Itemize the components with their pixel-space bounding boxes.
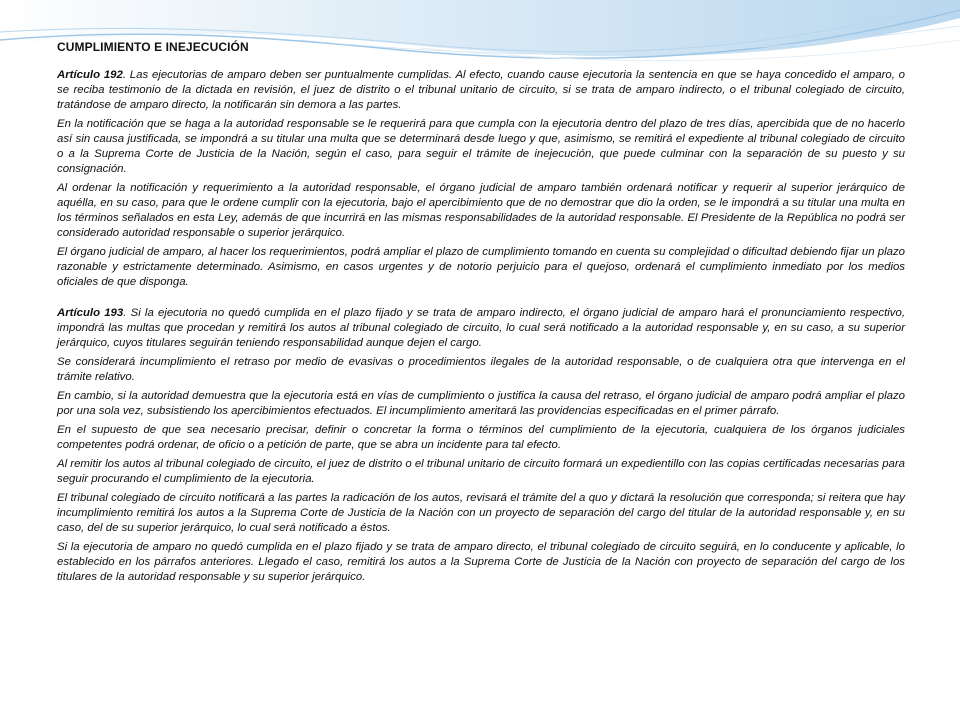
slide-content	[57, 40, 905, 589]
paragraph: En el supuesto de que sea necesario precisar, definir o concretar la forma o términos del cumplimiento de la ejecutoria, cualquiera de los órganos judiciales competentes podrá ordenar, de oficio o a petición de parte, que se abra un incidente para tal efecto.	[57, 424, 905, 451]
paragraph: Se considerará incumplimiento el retraso por medio de evasivas o procedimientos ilegales de la autoridad responsable, o de cualquiera otra que intervenga en el trámite relativo.	[57, 356, 905, 383]
paragraph: El órgano judicial de amparo, al hacer los requerimientos, podrá ampliar el plazo de cumplimiento tomando en cuenta su complejidad o dificultad debiendo fijar un plazo razonable y estrictamente determinado. Asimismo, en casos urgentes y de notorio perjuicio para el quejoso, ordenará el cumplimiento inmediato por los medios oficiales de que disponga.	[57, 246, 905, 288]
section-heading: CUMPLIMIENTO E INEJECUCIÓN	[57, 40, 249, 54]
paragraph: Artículo 193. Si la ejecutoria no quedó cumplida en el plazo fijado y se trata de amparo indirecto, el órgano judicial de amparo hará el pronunciamiento respectivo, impondrá las multas que procedan y remitirá los autos al tribunal colegiado de circuito, lo cual será notificado a la autoridad responsable y, en su caso, a su superior jerárquico, cuyos titulares seguirán teniendo responsabilidad aunque dejen el cargo.	[57, 307, 905, 349]
paragraph: Artículo 192. Las ejecutorias de amparo deben ser puntualmente cumplidas. Al efecto, cuando cause ejecutoria la sentencia en que se haya concedido el amparo, o se reciba testimonio de la dictada en revisión, el juez de distrito o el tribunal unitario de circuito, si se trata de amparo indirecto, o el tribunal colegiado de circuito, tratándose de amparo directo, la notificarán sin demora a las partes.	[57, 69, 906, 111]
paragraph: En la notificación que se haga a la autoridad responsable se le requerirá para que cumpla con la ejecutoria dentro del plazo de tres días, apercibida que de no hacerlo así sin causa justificada, se impondrá a su titular una multa que se determinará desde luego y que, asimismo, se remitirá el expediente al tribunal colegiado de circuito o a la Suprema Corte de Justicia de la Nación, según el caso, para seguir el trámite de inejecución, que puede culminar con la separación de su puesto y su consignación.	[57, 118, 905, 175]
paragraph: Al ordenar la notificación y requerimiento a la autoridad responsable, el órgano judicial de amparo también ordenará notificar y requerir al superior jerárquico de aquélla, en su caso, para que le ordene cumplir con la ejecutoria, bajo el apercibimiento que de no demostrar que dio la orden, se le impondrá a su titular una multa en los términos señalados en esta Ley, además de que incurrirá en las mismas responsabilidades de la autoridad responsable. El Presidente de la República no podrá ser considerado autoridad responsable o superior jerárquico.	[57, 182, 905, 239]
paragraph: Al remitir los autos al tribunal colegiado de circuito, el juez de distrito o el tribunal unitario de circuito formará un expedientillo con las copias certificadas necesarias para seguir procurando el cumplimiento de la ejecutoria.	[57, 458, 905, 485]
paragraph: En cambio, si la autoridad demuestra que la ejecutoria está en vías de cumplimiento o justifica la causa del retraso, el órgano judicial de amparo podrá ampliar el plazo por una sola vez, subsistiendo los apercibimientos efectuados. El incumplimiento ameritará las providencias especificadas en el primer párrafo.	[57, 390, 905, 417]
paragraph: El tribunal colegiado de circuito notificará a las partes la radicación de los autos, revisará el trámite del a quo y dictará la resolución que corresponda; si reitera que hay incumplimiento remitirá los autos a la Suprema Corte de Justicia de la Nación con un proyecto de separación del cargo del titular de la autoridad responsable y, en su caso, del de su superior jerárquico, lo cual será notificado a éstos.	[57, 492, 905, 534]
article-label: Artículo 192	[57, 69, 123, 81]
paragraph: Si la ejecutoria de amparo no quedó cumplida en el plazo fijado y se trata de amparo directo, el tribunal colegiado de circuito seguirá, en lo conducente y aplicable, lo establecido en los párrafos anteriores. Llegado el caso, remitirá los autos a la Suprema Corte de Justicia de la Nación con proyecto de separación del cargo de los titulares de la autoridad responsable y su superior jerárquico.	[57, 541, 905, 583]
article-label: Artículo 193	[57, 307, 124, 319]
